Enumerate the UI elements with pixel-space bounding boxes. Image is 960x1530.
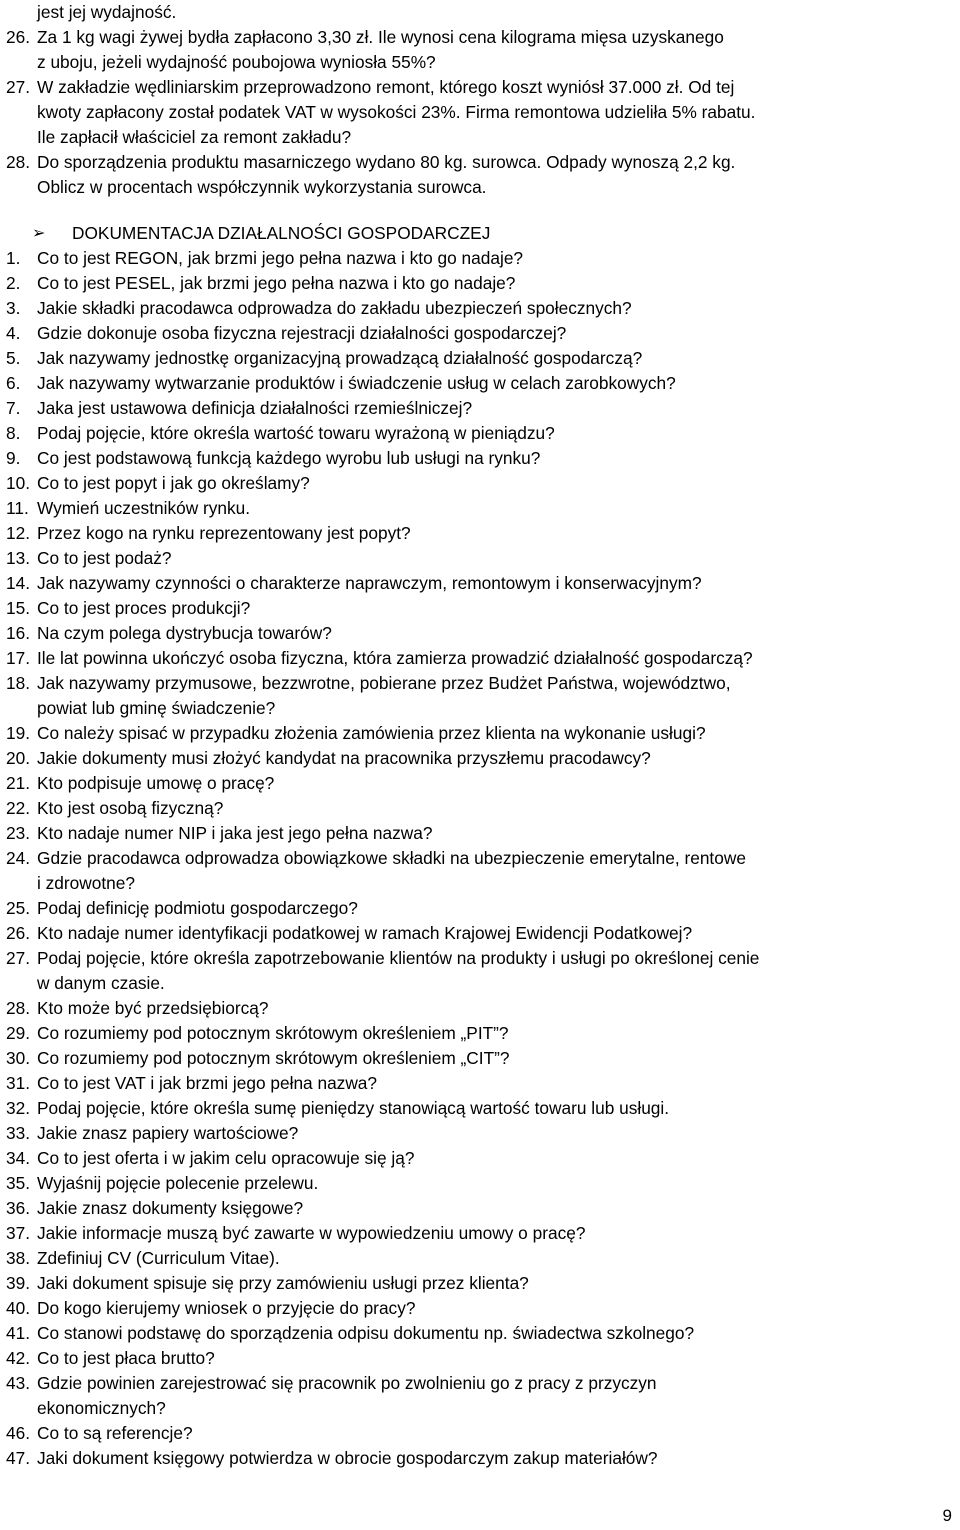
question-item-number: 28. — [6, 998, 31, 1018]
question-item-text: Gdzie dokonuje osoba fizyczna rejestracji działalności gospodarczej? — [37, 323, 567, 343]
problem-item-line — [6, 150, 956, 175]
problem-item-number: 27. — [6, 77, 31, 97]
question-item-number: 1. — [6, 248, 21, 268]
question-item-text: Co to jest popyt i jak go określamy? — [37, 473, 310, 493]
question-item-text: Co to jest REGON, jak brzmi jego pełna nazwa i kto go nadaje? — [37, 248, 524, 268]
question-item-number: 20. — [6, 748, 31, 768]
top-fragment-text: jest jej wydajność. — [37, 2, 177, 22]
question-item-number: 29. — [6, 1023, 31, 1043]
question-item-line — [6, 771, 956, 796]
question-item — [6, 396, 956, 421]
question-item — [6, 421, 956, 446]
question-item-text: i zdrowotne? — [37, 873, 135, 893]
question-item-text: Przez kogo na rynku reprezentowany jest popyt? — [37, 523, 411, 543]
question-item-number: 16. — [6, 623, 31, 643]
question-item-text: Kto podpisuje umowę o pracę? — [37, 773, 275, 793]
question-item-line — [6, 696, 956, 721]
question-item-line — [6, 896, 956, 921]
question-item-text: Wymień uczestników rynku. — [37, 498, 251, 518]
question-item-number: 11. — [6, 498, 29, 518]
problem-item-line — [6, 100, 956, 125]
question-item-line — [6, 1171, 956, 1196]
problem-item-line — [6, 125, 956, 150]
question-item-line — [6, 546, 956, 571]
question-item-text: Kto może być przedsiębiorcą? — [37, 998, 269, 1018]
question-item-text: Podaj pojęcie, które określa wartość towaru wyrażoną w pieniądzu? — [37, 423, 555, 443]
question-item — [6, 1021, 956, 1046]
question-item — [6, 1096, 956, 1121]
question-item-number: 3. — [6, 298, 21, 318]
question-item-number: 40. — [6, 1298, 31, 1318]
question-item-text: Co jest podstawową funkcją każdego wyrobu lub usługi na rynku? — [37, 448, 541, 468]
question-item — [6, 546, 956, 571]
question-item-line — [6, 1296, 956, 1321]
question-item-text: Jakie składki pracodawca odprowadza do zakładu ubezpieczeń społecznych? — [37, 298, 632, 318]
question-item-line — [6, 1096, 956, 1121]
question-item-text: Co to jest PESEL, jak brzmi jego pełna nazwa i kto go nadaje? — [37, 273, 516, 293]
question-item-line — [6, 996, 956, 1021]
question-item — [6, 921, 956, 946]
question-item-number: 14. — [6, 573, 31, 593]
question-item — [6, 846, 956, 896]
page-content — [6, 0, 956, 1471]
question-item-text: Jak nazywamy wytwarzanie produktów i świadczenie usług w celach zarobkowych? — [37, 373, 676, 393]
question-item-number: 19. — [6, 723, 31, 743]
question-item — [6, 621, 956, 646]
question-item-number: 36. — [6, 1198, 31, 1218]
question-item — [6, 1196, 956, 1221]
question-item — [6, 646, 956, 671]
question-item-number: 26. — [6, 923, 31, 943]
question-item-text: Do kogo kierujemy wniosek o przyjęcie do pracy? — [37, 1298, 416, 1318]
question-item-text: Co to jest oferta i w jakim celu opracowuje się ją? — [37, 1148, 415, 1168]
question-item — [6, 1246, 956, 1271]
question-item-line — [6, 521, 956, 546]
problem-item-text: Ile zapłacił właściciel za remont zakładu? — [37, 127, 352, 147]
question-item-line — [6, 1196, 956, 1221]
question-item-number: 18. — [6, 673, 31, 693]
question-item-line — [6, 471, 956, 496]
question-item — [6, 371, 956, 396]
question-item-number: 4. — [6, 323, 21, 343]
question-item-number: 25. — [6, 898, 31, 918]
question-item-number: 27. — [6, 948, 31, 968]
question-item — [6, 1146, 956, 1171]
question-item-line — [6, 821, 956, 846]
question-item — [6, 346, 956, 371]
question-item — [6, 1346, 956, 1371]
question-item-text: Zdefiniuj CV (Curriculum Vitae). — [37, 1248, 280, 1268]
question-item-text: Podaj pojęcie, które określa zapotrzebowanie klientów na produkty i usługi po określonej cenie — [37, 948, 760, 968]
problem-item-line — [6, 25, 956, 50]
question-item-text: Kto jest osobą fizyczną? — [37, 798, 224, 818]
question-item-text: Co to jest VAT i jak brzmi jego pełna nazwa? — [37, 1073, 378, 1093]
question-item-number: 9. — [6, 448, 21, 468]
question-item — [6, 296, 956, 321]
question-item — [6, 796, 956, 821]
question-item — [6, 596, 956, 621]
question-item-line — [6, 446, 956, 471]
problem-item-line — [6, 175, 956, 200]
question-item-line — [6, 596, 956, 621]
question-item — [6, 1046, 956, 1071]
question-item — [6, 771, 956, 796]
question-item-line — [6, 421, 956, 446]
question-item-text: Wyjaśnij pojęcie polecenie przelewu. — [37, 1173, 319, 1193]
question-item-text: Jaki dokument księgowy potwierdza w obrocie gospodarczym zakup materiałów? — [37, 1448, 658, 1468]
question-item-text: Co rozumiemy pod potocznym skrótowym określeniem „PIT”? — [37, 1023, 509, 1043]
question-item-text: Gdzie pracodawca odprowadza obowiązkowe składki na ubezpieczenie emerytalne, rentowe — [37, 848, 746, 868]
question-item-line — [6, 246, 956, 271]
question-item-text: Co to są referencje? — [37, 1423, 193, 1443]
question-item-line — [6, 1421, 956, 1446]
question-item-number: 23. — [6, 823, 31, 843]
arrow-bullet-icon: ➢ — [32, 225, 46, 242]
question-item — [6, 1221, 956, 1246]
problem-item-line — [6, 50, 956, 75]
question-item — [6, 1121, 956, 1146]
question-item-text: Kto nadaje numer NIP i jaka jest jego pełna nazwa? — [37, 823, 433, 843]
question-item-number: 34. — [6, 1148, 31, 1168]
question-item-number: 22. — [6, 798, 31, 818]
question-item-text: w danym czasie. — [37, 973, 165, 993]
question-item-number: 30. — [6, 1048, 31, 1068]
question-item-number: 17. — [6, 648, 31, 668]
question-item-line — [6, 1321, 956, 1346]
top-fragment — [6, 0, 956, 25]
question-item-text: powiat lub gminę świadczenie? — [37, 698, 276, 718]
question-item — [6, 746, 956, 771]
problem-list — [6, 25, 956, 200]
question-item-line — [6, 571, 956, 596]
question-item-line — [6, 1121, 956, 1146]
section-gap — [6, 200, 956, 221]
problem-item-text: kwoty zapłacony został podatek VAT w wysokości 23%. Firma remontowa udzieliła 5% rabatu. — [37, 102, 756, 122]
question-item-line — [6, 496, 956, 521]
question-item-number: 6. — [6, 373, 21, 393]
question-item-number: 38. — [6, 1248, 31, 1268]
question-item — [6, 571, 956, 596]
question-item-number: 21. — [6, 773, 31, 793]
question-item — [6, 246, 956, 271]
question-item-line — [6, 671, 956, 696]
problem-item-text: z uboju, jeżeli wydajność poubojowa wyniosła 55%? — [37, 52, 436, 72]
question-item — [6, 271, 956, 296]
question-item-text: Jak nazywamy przymusowe, bezzwrotne, pobierane przez Budżet Państwa, województwo, — [37, 673, 731, 693]
question-item-text: Jakie dokumenty musi złożyć kandydat na pracownika przyszłemu pracodawcy? — [37, 748, 651, 768]
question-item-line — [6, 1446, 956, 1471]
question-item — [6, 721, 956, 746]
question-item — [6, 321, 956, 346]
question-item-text: Co rozumiemy pod potocznym skrótowym określeniem „CIT”? — [37, 1048, 510, 1068]
question-item-number: 35. — [6, 1173, 31, 1193]
question-item-line — [6, 721, 956, 746]
question-item-text: Podaj pojęcie, które określa sumę pieniędzy stanowiącą wartość towaru lub usługi. — [37, 1098, 670, 1118]
question-item-line — [6, 846, 956, 871]
question-item-text: Ile lat powinna ukończyć osoba fizyczna, która zamierza prowadzić działalność gospodarczą? — [37, 648, 753, 668]
question-item-number: 46. — [6, 1423, 31, 1443]
question-item-text: Podaj definicję podmiotu gospodarczego? — [37, 898, 358, 918]
question-item-number: 31. — [6, 1073, 31, 1093]
question-item-number: 39. — [6, 1273, 31, 1293]
question-item — [6, 1321, 956, 1346]
question-item-number: 41. — [6, 1323, 31, 1343]
question-item-line — [6, 371, 956, 396]
question-item-number: 32. — [6, 1098, 31, 1118]
question-item-number: 5. — [6, 348, 21, 368]
question-item — [6, 1171, 956, 1196]
question-item-text: Co należy spisać w przypadku złożenia zamówienia przez klienta na wykonanie usługi? — [37, 723, 706, 743]
question-item-text: Co stanowi podstawę do sporządzenia odpisu dokumentu np. świadectwa szkolnego? — [37, 1323, 695, 1343]
question-item — [6, 821, 956, 846]
question-item-number: 10. — [6, 473, 31, 493]
question-item-line — [6, 1396, 956, 1421]
question-item-line — [6, 346, 956, 371]
question-item-line — [6, 271, 956, 296]
question-item-text: Kto nadaje numer identyfikacji podatkowej w ramach Krajowej Ewidencji Podatkowej? — [37, 923, 693, 943]
question-item — [6, 1421, 956, 1446]
section-title: DOKUMENTACJA DZIAŁALNOŚCI GOSPODARCZEJ — [72, 223, 491, 243]
question-item-number: 13. — [6, 548, 31, 568]
question-item — [6, 1296, 956, 1321]
problem-item-number: 28. — [6, 152, 31, 172]
question-item-number: 7. — [6, 398, 21, 418]
question-item-line — [6, 796, 956, 821]
question-item-text: Co to jest podaż? — [37, 548, 172, 568]
question-item — [6, 446, 956, 471]
question-item — [6, 1446, 956, 1471]
question-item-line — [6, 1071, 956, 1096]
question-item-line — [6, 621, 956, 646]
page-number: 9 — [942, 1506, 952, 1525]
question-item-text: Jaki dokument spisuje się przy zamówieniu usługi przez klienta? — [37, 1273, 529, 1293]
question-item-number: 15. — [6, 598, 31, 618]
question-item-text: Co to jest płaca brutto? — [37, 1348, 215, 1368]
question-item-line — [6, 646, 956, 671]
question-item — [6, 1071, 956, 1096]
question-item-text: Jakie znasz papiery wartościowe? — [37, 1123, 299, 1143]
question-item-line — [6, 1371, 956, 1396]
problem-item-text: Do sporządzenia produktu masarniczego wydano 80 kg. surowca. Odpady wynoszą 2,2 kg. — [37, 152, 736, 172]
question-item-line — [6, 1021, 956, 1046]
question-item-number: 8. — [6, 423, 21, 443]
question-item-line — [6, 921, 956, 946]
question-item-number: 47. — [6, 1448, 31, 1468]
problem-item — [6, 25, 956, 75]
question-item-line — [6, 321, 956, 346]
problem-item-number: 26. — [6, 27, 31, 47]
question-item-text: Gdzie powinien zarejestrować się pracownik po zwolnieniu go z pracy z przyczyn — [37, 1373, 657, 1393]
question-item-line — [6, 946, 956, 971]
question-item-number: 24. — [6, 848, 31, 868]
question-item-line — [6, 1246, 956, 1271]
question-item — [6, 996, 956, 1021]
problem-item-text: Za 1 kg wagi żywej bydła zapłacono 3,30 zł. Ile wynosi cena kilograma mięsa uzyskanego — [37, 27, 724, 47]
question-item-text: Na czym polega dystrybucja towarów? — [37, 623, 332, 643]
question-item-number: 2. — [6, 273, 21, 293]
question-item-text: Jakie znasz dokumenty księgowe? — [37, 1198, 304, 1218]
question-item-number: 12. — [6, 523, 31, 543]
question-item-line — [6, 1221, 956, 1246]
question-item-text: Jak nazywamy jednostkę organizacyjną prowadzącą działalność gospodarczą? — [37, 348, 643, 368]
question-item-line — [6, 1346, 956, 1371]
question-item-line — [6, 971, 956, 996]
question-item-number: 43. — [6, 1373, 31, 1393]
question-item-line — [6, 1146, 956, 1171]
question-item — [6, 521, 956, 546]
question-item — [6, 896, 956, 921]
problem-item-text: W zakładzie wędliniarskim przeprowadzono remont, którego koszt wyniósł 37.000 zł. Od tej — [37, 77, 735, 97]
question-item-text: Jaka jest ustawowa definicja działalności rzemieślniczej? — [37, 398, 473, 418]
question-item — [6, 671, 956, 721]
question-item — [6, 471, 956, 496]
question-item-number: 33. — [6, 1123, 31, 1143]
question-item-line — [6, 296, 956, 321]
question-item-line — [6, 396, 956, 421]
question-item-text: Jak nazywamy czynności o charakterze naprawczym, remontowym i konserwacyjnym? — [37, 573, 702, 593]
question-item — [6, 946, 956, 996]
section-heading — [6, 221, 956, 246]
problem-item-line — [6, 75, 956, 100]
question-item-text: ekonomicznych? — [37, 1398, 166, 1418]
question-item-line — [6, 1046, 956, 1071]
question-item — [6, 496, 956, 521]
problem-item — [6, 75, 956, 150]
question-item-text: Jakie informacje muszą być zawarte w wypowiedzeniu umowy o pracę? — [37, 1223, 586, 1243]
question-item — [6, 1271, 956, 1296]
problem-item — [6, 150, 956, 200]
question-item — [6, 1371, 956, 1421]
question-item-number: 42. — [6, 1348, 31, 1368]
problem-item-text: Oblicz w procentach współczynnik wykorzystania surowca. — [37, 177, 487, 197]
question-list — [6, 246, 956, 1471]
question-item-line — [6, 871, 956, 896]
question-item-line — [6, 1271, 956, 1296]
question-item-line — [6, 746, 956, 771]
question-item-number: 37. — [6, 1223, 31, 1243]
question-item-text: Co to jest proces produkcji? — [37, 598, 251, 618]
